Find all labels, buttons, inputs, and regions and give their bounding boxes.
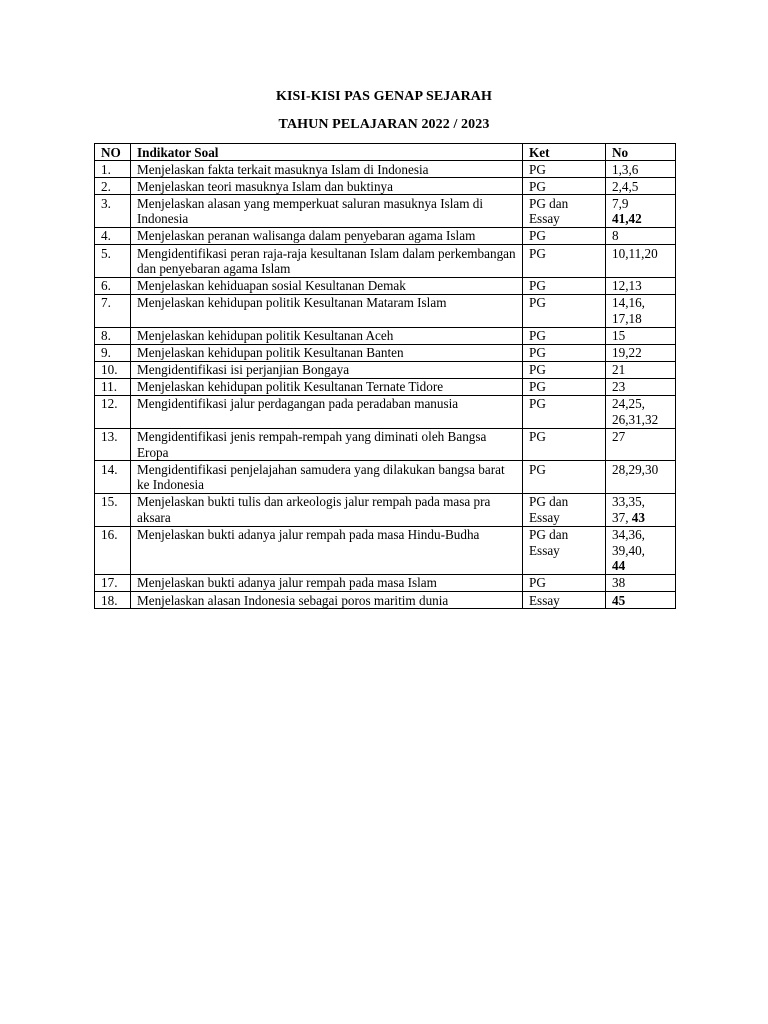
cell-number [606, 178, 676, 195]
cell-indicator: Mengidentifikasi isi perjanjian Bongaya [131, 361, 523, 378]
number-line: 41,42 [612, 211, 642, 227]
number-line: 8 [612, 228, 619, 244]
cell-no: 17. [95, 574, 131, 591]
cell-indicator: Menjelaskan kehidupan politik Kesultanan Ternate Tidore [131, 378, 523, 395]
cell-indicator: Mengidentifikasi jenis rempah-rempah yang diminati oleh Bangsa Eropa [131, 428, 523, 461]
cell-ket [523, 344, 606, 361]
number-line: 34,36, [612, 527, 645, 543]
cell-number [606, 493, 676, 526]
cell-number [606, 327, 676, 344]
cell-ket [523, 245, 606, 278]
cell-ket [523, 178, 606, 195]
table-row [95, 378, 676, 395]
bold-number: 43 [631, 510, 645, 526]
number-line: 12,13 [612, 278, 642, 294]
cell-number [606, 161, 676, 178]
table-row [95, 574, 676, 591]
number-line: 23 [612, 379, 626, 395]
header-indicator: Indikator Soal [131, 144, 523, 161]
number-line: 14,16, [612, 295, 645, 311]
ket-line: PG [529, 328, 546, 344]
number-line: 19,22 [612, 345, 642, 361]
cell-indicator: Mengidentifikasi peran raja-raja kesultanan Islam dalam perkembangan dan penyebaran agama Islam [131, 245, 523, 278]
table-row [95, 294, 676, 327]
table-row [95, 361, 676, 378]
table-row [95, 195, 676, 228]
table-row [95, 227, 676, 244]
cell-no: 6. [95, 277, 131, 294]
ket-line: PG [529, 379, 546, 395]
ket-line: PG [529, 461, 546, 477]
cell-indicator: Menjelaskan kehidupan politik Kesultanan Aceh [131, 327, 523, 344]
cell-indicator: Menjelaskan alasan yang memperkuat saluran masuknya Islam di Indonesia [131, 195, 523, 228]
cell-number [606, 395, 676, 428]
ket-line: PG [529, 575, 546, 591]
cell-indicator: Menjelaskan bukti tulis dan arkeologis jalur rempah pada masa pra aksara [131, 493, 523, 526]
table-row [95, 344, 676, 361]
table-row [95, 428, 676, 461]
cell-indicator: Menjelaskan kehidupan politik Kesultanan Banten [131, 344, 523, 361]
ket-line: Essay [529, 542, 560, 558]
ket-line: PG [529, 245, 546, 261]
number-line: 39,40, [612, 542, 645, 558]
table-row [95, 395, 676, 428]
table-row [95, 161, 676, 178]
cell-number [606, 277, 676, 294]
ket-line: PG [529, 345, 546, 361]
cell-ket [523, 493, 606, 526]
cell-number [606, 294, 676, 327]
number-line: 2,4,5 [612, 178, 639, 194]
number-line: 37, 43 [612, 510, 645, 526]
cell-ket [523, 378, 606, 395]
cell-number [606, 378, 676, 395]
cell-indicator: Mengidentifikasi jalur perdagangan pada peradaban manusia [131, 395, 523, 428]
ket-line: PG [529, 178, 546, 194]
cell-ket [523, 161, 606, 178]
document-title: KISI-KISI PAS GENAP SEJARAH [276, 89, 492, 104]
number-line: 45 [612, 592, 626, 608]
table-row [95, 327, 676, 344]
cell-ket [523, 227, 606, 244]
kisi-kisi-table [94, 143, 676, 609]
cell-no: 2. [95, 178, 131, 195]
cell-number [606, 195, 676, 228]
header-number: No [606, 144, 676, 161]
cell-no: 16. [95, 526, 131, 574]
document-subtitle: TAHUN PELAJARAN 2022 / 2023 [278, 117, 490, 132]
cell-indicator: Menjelaskan teori masuknya Islam dan buktinya [131, 178, 523, 195]
table-row [95, 461, 676, 494]
table-body [95, 161, 676, 609]
table-row [95, 277, 676, 294]
cell-indicator: Menjelaskan kehiduapan sosial Kesultanan Demak [131, 277, 523, 294]
number-line: 15 [612, 328, 626, 344]
ket-line: Essay [529, 211, 560, 227]
table-row [95, 245, 676, 278]
header-ket: Ket [523, 144, 606, 161]
ket-line: PG dan [529, 494, 569, 510]
ket-line: PG [529, 429, 546, 445]
cell-ket [523, 277, 606, 294]
number-line: 21 [612, 362, 626, 378]
header-no: NO [95, 144, 131, 161]
cell-number [606, 227, 676, 244]
cell-ket [523, 195, 606, 228]
cell-indicator: Mengidentifikasi penjelajahan samudera yang dilakukan bangsa barat ke Indonesia [131, 461, 523, 494]
cell-ket [523, 327, 606, 344]
ket-line: Essay [529, 510, 560, 526]
cell-no: 4. [95, 227, 131, 244]
number-line: 24,25, [612, 396, 645, 412]
cell-ket [523, 526, 606, 574]
cell-no: 1. [95, 161, 131, 178]
number-line: 28,29,30 [612, 461, 659, 477]
table-row [95, 526, 676, 574]
table-row [95, 592, 676, 609]
cell-no: 3. [95, 195, 131, 228]
cell-no: 7. [95, 294, 131, 327]
cell-no: 13. [95, 428, 131, 461]
cell-indicator: Menjelaskan peranan walisanga dalam penyebaran agama Islam [131, 227, 523, 244]
ket-line: Essay [529, 592, 560, 608]
number-line: 10,11,20 [612, 245, 658, 261]
number-line: 27 [612, 429, 626, 445]
cell-no: 18. [95, 592, 131, 609]
cell-no: 8. [95, 327, 131, 344]
cell-no: 15. [95, 493, 131, 526]
cell-no: 5. [95, 245, 131, 278]
ket-line: PG dan [529, 527, 569, 543]
cell-ket [523, 294, 606, 327]
cell-number [606, 592, 676, 609]
cell-ket [523, 461, 606, 494]
cell-no: 10. [95, 361, 131, 378]
cell-number [606, 361, 676, 378]
number-line: 26,31,32 [612, 412, 659, 427]
cell-indicator: Menjelaskan kehidupan politik Kesultanan Mataram Islam [131, 294, 523, 327]
table-row [95, 178, 676, 195]
number-line: 17,18 [612, 310, 642, 326]
cell-ket [523, 592, 606, 609]
cell-number [606, 461, 676, 494]
cell-no: 11. [95, 378, 131, 395]
ket-line: PG [529, 396, 546, 412]
cell-number [606, 245, 676, 278]
table-row [95, 493, 676, 526]
ket-line: PG [529, 161, 546, 177]
number-line: 44 [612, 558, 626, 574]
ket-line: PG [529, 362, 546, 378]
cell-ket [523, 428, 606, 461]
number-line: 33,35, [612, 494, 645, 510]
cell-number [606, 526, 676, 574]
cell-indicator: Menjelaskan bukti adanya jalur rempah pada masa Islam [131, 574, 523, 591]
cell-number [606, 344, 676, 361]
ket-line: PG [529, 295, 546, 311]
cell-ket [523, 361, 606, 378]
cell-no: 9. [95, 344, 131, 361]
ket-line: PG [529, 278, 546, 294]
cell-ket [523, 395, 606, 428]
number-line: 38 [612, 575, 626, 591]
ket-line: PG [529, 228, 546, 244]
ket-line: PG dan [529, 195, 569, 211]
table-header-row [95, 144, 676, 161]
number-line: 7,9 [612, 195, 629, 211]
cell-indicator: Menjelaskan bukti adanya jalur rempah pada masa Hindu-Budha [131, 526, 523, 574]
cell-no: 14. [95, 461, 131, 494]
cell-ket [523, 574, 606, 591]
number-line: 1,3,6 [612, 161, 639, 177]
cell-no: 12. [95, 395, 131, 428]
cell-number [606, 428, 676, 461]
cell-number [606, 574, 676, 591]
cell-indicator: Menjelaskan fakta terkait masuknya Islam di Indonesia [131, 161, 523, 178]
cell-indicator: Menjelaskan alasan Indonesia sebagai poros maritim dunia [131, 592, 523, 609]
